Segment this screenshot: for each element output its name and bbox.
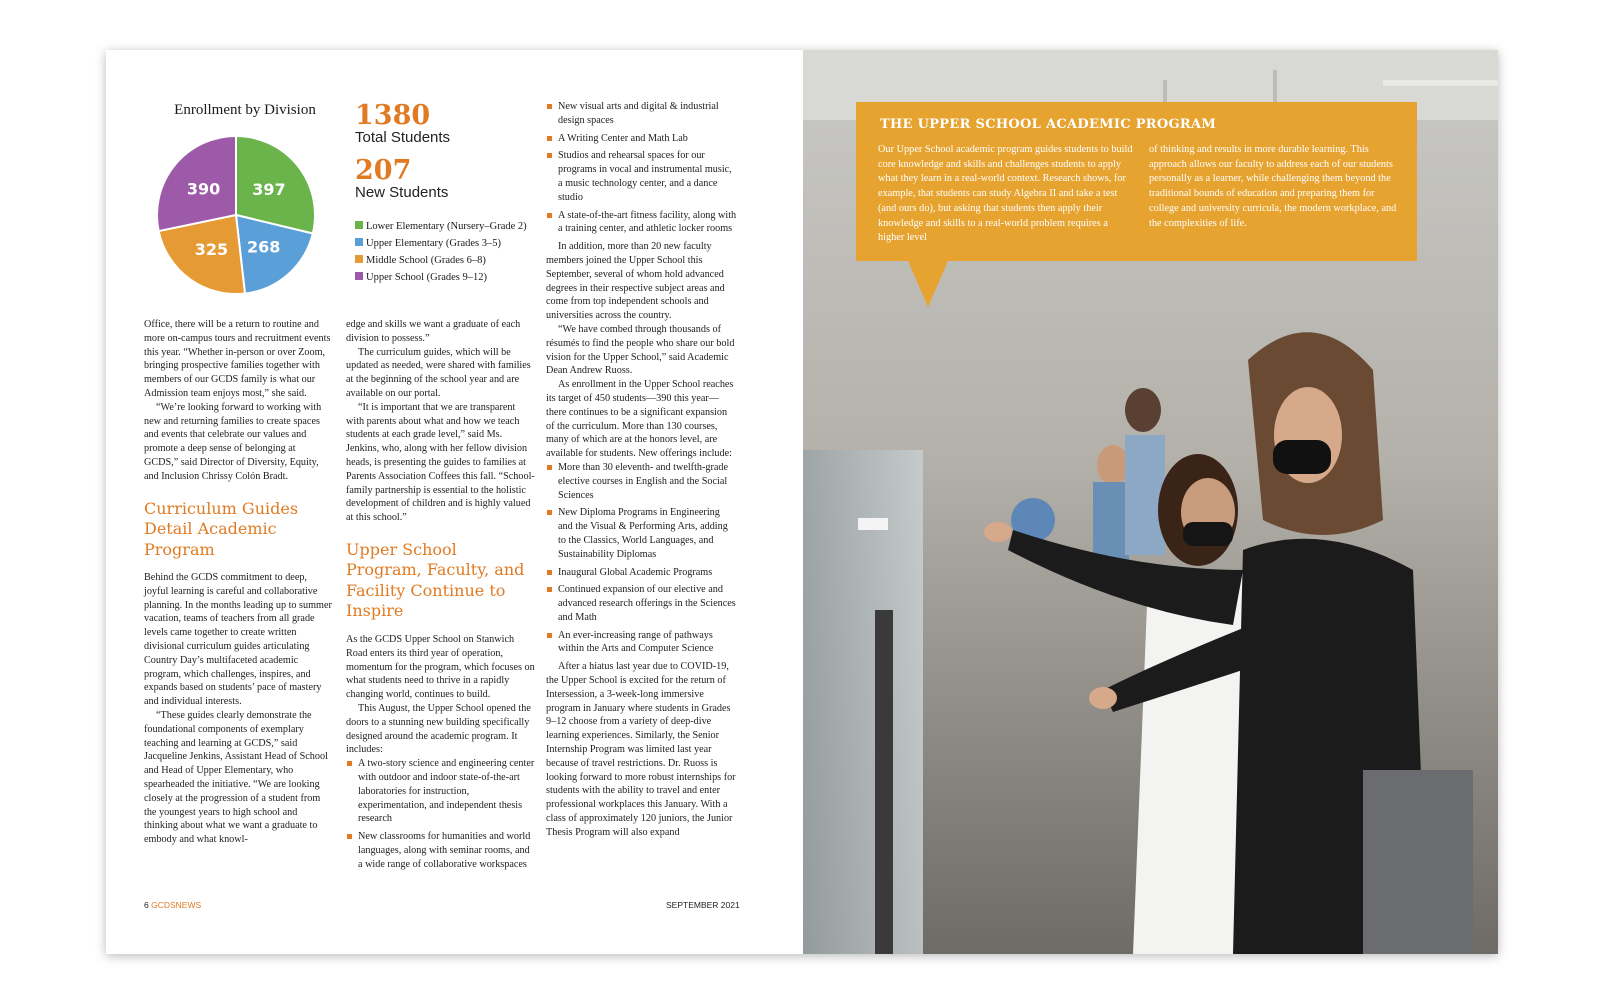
callout-text-left: Our Upper School academic program guides students to build core knowledge and skills and challenges students to apply what they learn in a real-world context. Research shows, for example, that students can study Algebra II and take a test (and ours do), but asking that students then apply their knowledge and skills to a real-world problem requires a higher level xyxy=(878,144,1133,244)
list-item: New Diploma Programs in Engineering and the Visual & Performing Arts, adding to the Classics, World Languages, and Sustainability Diplomas xyxy=(546,506,737,561)
paragraph: edge and skills we want a graduate of each division to possess.” xyxy=(346,319,521,344)
paragraph: “It is important that we are transparent with parents about what and how we teach students at each grade level,” said Ms. Jenkins, who, along with her fellow division heads, is presenting the guides to families at Parents Association Coffees this fall. “School-family partnership is essential to the holistic development of children and is highly valued at this school.” xyxy=(346,401,535,524)
legend-swatch xyxy=(355,272,363,280)
paragraph: As the GCDS Upper School on Stanwich Road enters its third year of operation, momentum for the program, which focuses on what students need to thrive in a rapidly changing world, continues to build. xyxy=(346,633,535,701)
paragraph: In addition, more than 20 new faculty members joined the Upper School this September, several of whom hold advanced degrees in their respective subject areas and come from top independent schools and universities across the country. xyxy=(546,241,725,322)
paragraph: Office, there will be a return to routine and more on-campus tours and recruitment events this year. “Whether in-person or over Zoom, bringing prospective families together with members of our GCDS family is what our Admission team enjoys most,” she said. xyxy=(144,319,331,399)
total-students-stat xyxy=(355,102,450,147)
paragraph: “We’re looking forward to working with new and returning families to create spaces and events that celebrate our values and promote a deep sense of belonging at GCDS,” said Director of Diversity, Equity, and Inclusion Chrissy Colón Bradt. xyxy=(144,401,322,482)
legend-item-upper-school xyxy=(355,269,527,286)
total-students-label: Total Students xyxy=(355,129,451,146)
right-page xyxy=(803,50,1498,954)
callout-box xyxy=(856,102,1417,261)
pie-label-upper-school: 390 xyxy=(186,179,221,199)
paragraph: “These guides clearly demonstrate the foundational components of exemplary teaching and learning at GCDS,” said Jacqueline Jenkins, Assistant Head of School and Head of Upper Elementary, who spearheaded the initiative. “We are looking closely at the progression of a student from the youngest years to high school and thinking about what we want a graduate to embody and what knowl- xyxy=(144,710,328,846)
legend-item-upper-elementary xyxy=(355,235,527,252)
legend-swatch xyxy=(355,238,363,246)
chart-title: Enrollment by Division xyxy=(174,102,316,118)
publication-name: GCDSNEWS xyxy=(151,900,202,910)
legend-item-lower-elementary xyxy=(355,218,527,235)
article-column-1 xyxy=(144,318,332,847)
legend-swatch xyxy=(355,255,363,263)
list-item: New classrooms for humanities and world languages, along with seminar rooms, and a wide range of collaborative workspaces xyxy=(346,830,535,871)
callout-pointer xyxy=(908,261,948,307)
facility-list-continued xyxy=(546,100,737,236)
paragraph: Behind the GCDS commitment to deep, joyful learning is careful and collaborative planning. In the months leading up to summer vacation, teams of teachers from all grade levels came together to create written divisional curriculum guides articulating Country Day’s multifaceted academic program, which challenges, inspires, and expands based on students’ pace of mastery and individual interests. xyxy=(144,572,332,708)
legend-label: Upper School (Grades 9–12) xyxy=(366,272,488,283)
list-item: A Writing Center and Math Lab xyxy=(546,132,737,146)
callout-text-right: of thinking and results in more durable learning. This approach allows our faculty to address each of our students personally as a learner, while challenging them beyond the traditional bounds of education and preparing them for college and university curricula, the modern workplace, and the complexities of life. xyxy=(1149,144,1397,229)
paragraph: The curriculum guides, which will be updated as needed, were shared with families at the beginning of the school year and are available on our portal. xyxy=(346,346,531,399)
list-item: An ever-increasing range of pathways within the Arts and Computer Science xyxy=(546,629,737,657)
pie-label-upper-elementary: 268 xyxy=(247,237,281,257)
paragraph: As enrollment in the Upper School reaches its target of 450 students—390 this year—there continues to be a significant expansion of the curriculum. More than 130 courses, many of which are at the honors level, are available for students. New offerings include: xyxy=(546,379,734,460)
section-heading-curriculum-guides: Curriculum Guides Detail Academic Program xyxy=(144,498,299,559)
chart-legend xyxy=(355,218,527,286)
list-item: Continued expansion of our elective and advanced research offerings in the Sciences and Math xyxy=(546,583,737,624)
section-heading-upper-school: Upper School Program, Faculty, and Facility Continue to Inspire xyxy=(346,539,525,621)
footer-left xyxy=(144,900,201,910)
legend-item-middle-school xyxy=(355,252,527,269)
list-item: Inaugural Global Academic Programs xyxy=(546,566,737,580)
legend-swatch xyxy=(355,221,363,229)
magazine-spread xyxy=(106,50,1498,954)
article-column-3 xyxy=(546,100,737,840)
paragraph: This August, the Upper School opened the doors to a stunning new building specifically designed around the academic program. It includes: xyxy=(346,702,531,756)
list-item: More than 30 eleventh- and twelfth-grade elective courses in English and the Social Sciences xyxy=(546,461,737,502)
new-students-number: 207 xyxy=(355,155,412,186)
new-offerings-list xyxy=(546,461,737,656)
article-column-2 xyxy=(346,318,535,876)
legend-label: Lower Elementary (Nursery–Grade 2) xyxy=(366,221,527,232)
legend-label: Middle School (Grades 6–8) xyxy=(366,255,486,266)
list-item: Studios and rehearsal spaces for our programs in vocal and instrumental music, a music technology center, and a dance studio xyxy=(546,149,737,204)
paragraph: “We have combed through thousands of résumés to find the people who share our bold vision for the Upper School,” said Academic Dean Andrew Ruoss. xyxy=(546,323,735,377)
facility-list xyxy=(346,757,535,871)
paragraph: After a hiatus last year due to COVID-19, the Upper School is excited for the return of Intersession, a 3-week-long immersive program in January where students in Grades 9–12 choose from a variety of deep-dive learning experiences. Similarly, the Senior Internship Program was limited last year because of travel restrictions. Dr. Ruoss is looking forward to more robust internships for students with the ability to travel and enter professional workplaces this January. With a class of approximately 120 juniors, the Junior Thesis Program will also expand xyxy=(546,661,736,838)
total-students-number: 1380 xyxy=(355,100,431,131)
list-item: New visual arts and digital & industrial design spaces xyxy=(546,100,737,128)
pie-label-lower-elementary: 397 xyxy=(252,180,286,200)
page-number: 6 xyxy=(144,900,149,910)
new-students-stat xyxy=(355,157,448,202)
legend-label: Upper Elementary (Grades 3–5) xyxy=(366,238,501,249)
enrollment-pie-chart xyxy=(156,135,316,295)
left-page xyxy=(106,50,803,954)
callout-title: THE UPPER SCHOOL ACADEMIC PROGRAM xyxy=(880,117,1217,132)
list-item: A two-story science and engineering center with outdoor and indoor state-of-the-art laboratories for instruction, experimentation, and independent thesis research xyxy=(346,757,535,826)
pie-label-middle-school: 325 xyxy=(194,239,229,259)
new-students-label: New Students xyxy=(355,184,449,201)
footer-date: SEPTEMBER 2021 xyxy=(666,900,740,910)
list-item: A state-of-the-art fitness facility, along with a training center, and athletic locker rooms xyxy=(546,209,737,237)
